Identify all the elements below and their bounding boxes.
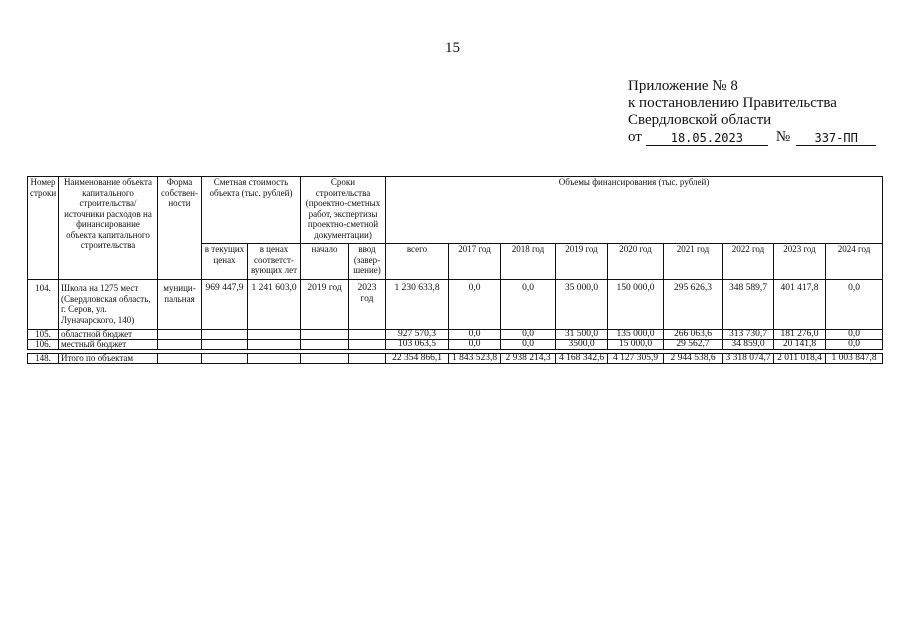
financing-2017: 0,0 bbox=[449, 330, 501, 340]
financing-2021: 266 063,6 bbox=[664, 330, 723, 340]
financing-2024: 1 003 847,8 bbox=[826, 354, 883, 364]
table-row bbox=[28, 330, 883, 340]
financing-2019: 4 168 342,6 bbox=[556, 354, 608, 364]
resolution-number: 337-ПП bbox=[796, 131, 876, 146]
object-name: областной бюджет bbox=[59, 330, 158, 340]
row-number: 104. bbox=[28, 280, 59, 330]
header-year-2019: 2019 год bbox=[556, 244, 608, 280]
financing-2017: 0,0 bbox=[449, 340, 501, 350]
financing-2022: 34 859,0 bbox=[723, 340, 774, 350]
cost-current: 969 447,9 bbox=[202, 280, 248, 330]
financing-total: 1 230 633,8 bbox=[386, 280, 449, 330]
financing-total: 103 063,5 bbox=[386, 340, 449, 350]
financing-2019: 31 500,0 bbox=[556, 330, 608, 340]
cost-current bbox=[202, 340, 248, 350]
financing-2022: 3 318 074,7 bbox=[723, 354, 774, 364]
header-row-1 bbox=[28, 177, 883, 244]
financing-2024: 0,0 bbox=[826, 280, 883, 330]
financing-2018: 0,0 bbox=[501, 330, 556, 340]
header-total: всего bbox=[386, 244, 449, 280]
financing-total: 927 570,3 bbox=[386, 330, 449, 340]
header-object-name: Наименование объекта капитального строительства/ источники расходов на финансирование объекта капитального строительства bbox=[59, 177, 158, 280]
header-estimated-cost: Сметная стоимость объекта (тыс. рублей) bbox=[202, 177, 301, 244]
header-year-2022: 2022 год bbox=[723, 244, 774, 280]
from-label: от bbox=[628, 129, 642, 145]
financing-2018: 2 938 214,3 bbox=[501, 354, 556, 364]
financing-total: 22 354 866,1 bbox=[386, 354, 449, 364]
financing-2021: 295 626,3 bbox=[664, 280, 723, 330]
financing-2024: 0,0 bbox=[826, 330, 883, 340]
header-commissioning: ввод (завер-шение) bbox=[349, 244, 386, 280]
row-number: 148. bbox=[28, 354, 59, 364]
financing-2019: 3500,0 bbox=[556, 340, 608, 350]
cost-current bbox=[202, 330, 248, 340]
financing-2018: 0,0 bbox=[501, 280, 556, 330]
object-name: местный бюджет bbox=[59, 340, 158, 350]
financing-2023: 181 276,0 bbox=[774, 330, 826, 340]
header-year-2018: 2018 год bbox=[501, 244, 556, 280]
term-end bbox=[349, 340, 386, 350]
object-name: Итого по объектам bbox=[59, 354, 158, 364]
appendix-resolution: к постановлению Правительства bbox=[628, 95, 837, 111]
term-end bbox=[349, 330, 386, 340]
cost-corresponding: 1 241 603,0 bbox=[248, 280, 301, 330]
page-number: 15 bbox=[445, 40, 460, 56]
header-current-prices: в текущих ценах bbox=[202, 244, 248, 280]
financing-2020: 150 000,0 bbox=[608, 280, 664, 330]
ownership: муници-пальная bbox=[158, 280, 202, 330]
financing-table bbox=[27, 176, 883, 364]
financing-2021: 29 562,7 bbox=[664, 340, 723, 350]
header-financing-volumes: Объемы финансирования (тыс. рублей) bbox=[386, 177, 883, 244]
term-start: 2019 год bbox=[301, 280, 349, 330]
header-year-2020: 2020 год bbox=[608, 244, 664, 280]
appendix-block bbox=[628, 78, 876, 146]
term-start bbox=[301, 340, 349, 350]
header-year-2017: 2017 год bbox=[449, 244, 501, 280]
financing-2024: 0,0 bbox=[826, 340, 883, 350]
header-corresponding-prices: в ценах соответст-вующих лет bbox=[248, 244, 301, 280]
header-start: начало bbox=[301, 244, 349, 280]
financing-2019: 35 000,0 bbox=[556, 280, 608, 330]
object-name: Школа на 1275 мест (Свердловская область, г. Серов, ул. Луначарского, 140) bbox=[59, 280, 158, 330]
cost-corresponding bbox=[248, 340, 301, 350]
table-row bbox=[28, 280, 883, 330]
number-label: № bbox=[775, 129, 791, 145]
financing-2022: 313 730,7 bbox=[723, 330, 774, 340]
financing-2023: 20 141,8 bbox=[774, 340, 826, 350]
header-ownership: Форма собствен-ности bbox=[158, 177, 202, 280]
resolution-date: 18.05.2023 bbox=[646, 131, 768, 146]
financing-2017: 0,0 bbox=[449, 280, 501, 330]
financing-2022: 348 589,7 bbox=[723, 280, 774, 330]
financing-2020: 15 000,0 bbox=[608, 340, 664, 350]
row-number: 105. bbox=[28, 330, 59, 340]
appendix-region: Свердловской области bbox=[628, 112, 772, 128]
cost-corresponding bbox=[248, 330, 301, 340]
financing-2018: 0,0 bbox=[501, 340, 556, 350]
financing-2020: 4 127 305,9 bbox=[608, 354, 664, 364]
header-year-2024: 2024 год bbox=[826, 244, 883, 280]
header-year-2021: 2021 год bbox=[664, 244, 723, 280]
ownership bbox=[158, 330, 202, 340]
appendix-date-number bbox=[628, 129, 876, 146]
appendix-title: Приложение № 8 bbox=[628, 78, 738, 94]
financing-2023: 2 011 018,4 bbox=[774, 354, 826, 364]
header-year-2023: 2023 год bbox=[774, 244, 826, 280]
table-row bbox=[28, 340, 883, 350]
term-start bbox=[301, 330, 349, 340]
header-construction-terms: Сроки строительства (проектно-сметных работ, экспертизы проектно-сметной документации) bbox=[301, 177, 386, 244]
financing-2023: 401 417,8 bbox=[774, 280, 826, 330]
financing-2021: 2 944 538,6 bbox=[664, 354, 723, 364]
term-end: 2023 год bbox=[349, 280, 386, 330]
row-number: 106. bbox=[28, 340, 59, 350]
total-row bbox=[28, 354, 883, 364]
ownership bbox=[158, 340, 202, 350]
financing-2017: 1 843 523,8 bbox=[449, 354, 501, 364]
financing-2020: 135 000,0 bbox=[608, 330, 664, 340]
header-row-number: Номер строки bbox=[28, 177, 59, 280]
